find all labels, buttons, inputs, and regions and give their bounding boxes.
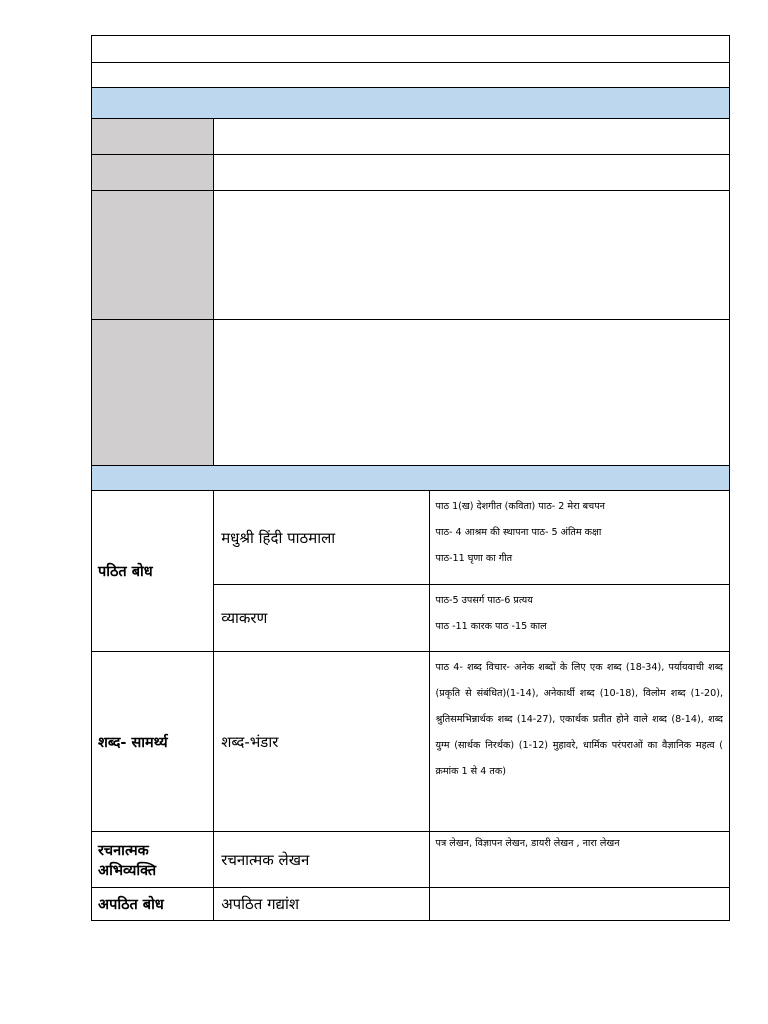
info-value-cell-2 bbox=[214, 155, 730, 191]
apathit-label: अपठित बोध bbox=[92, 888, 214, 921]
info-row-2 bbox=[92, 155, 730, 191]
grammar-lesson-line: पाठ-5 उपसर्ग पाठ-6 प्रत्यय bbox=[435, 595, 533, 606]
rachnatmak-label-line2: अभिव्यक्ति bbox=[98, 862, 157, 879]
info-row-3 bbox=[92, 191, 730, 320]
book-lessons bbox=[429, 491, 729, 585]
grammar-lessons bbox=[429, 585, 729, 652]
rachnatmak-detail bbox=[429, 832, 729, 888]
book-name: मधुश्री हिंदी पाठमाला bbox=[214, 491, 429, 585]
shabd-bhandar-text: पाठ 4- शब्द विचार- अनेक शब्दों के लिए एक शब्द (18-34), पर्यायवाची शब्द (प्रकृति से संबंधित)(1-14), अनेकार्थी शब्द (10-18), विलोम शब्द (1-20), श्रुतिसमभिन्नार्थक शब्द (14-27), एकार्थक प्रतीत होने वाले शब्द (8-14), शब्द युग्म (सार्थक निरर्थक) (1-12) मुहावरे, धार्मिक परंपराओं का वैज्ञानिक महत्व ( क्रमांक 1 से 4 तक) bbox=[435, 662, 723, 777]
rachnatmak-label-line1: रचनात्मक bbox=[98, 842, 149, 859]
book-lesson-line: पाठ- 4 आश्रम की स्थापना पाठ- 5 अंतिम कक्षा bbox=[435, 527, 602, 538]
shabd-bhandar-detail bbox=[429, 652, 729, 832]
pathit-bodh-book-row bbox=[92, 491, 730, 585]
shabd-bhandar-name: शब्द-भंडार bbox=[214, 652, 429, 832]
header-row-2 bbox=[92, 63, 730, 88]
info-label-cell-1 bbox=[92, 119, 214, 155]
section-bar-1 bbox=[92, 88, 730, 119]
pathit-bodh-label: पठित बोध bbox=[92, 491, 214, 652]
rachnatmak-lekhan-name: रचनात्मक लेखन bbox=[214, 832, 429, 888]
info-row-4 bbox=[92, 320, 730, 466]
book-lesson-line: पाठ-11 घृणा का गीत bbox=[435, 553, 513, 564]
apathit-detail bbox=[429, 888, 729, 921]
book-lesson-line: पाठ 1(ख) देशगीत (कविता) पाठ- 2 मेरा बचपन bbox=[435, 501, 605, 512]
apathit-row bbox=[92, 888, 730, 921]
section-bar-2 bbox=[92, 466, 730, 491]
rachnatmak-label bbox=[92, 832, 214, 888]
info-value-cell-3 bbox=[214, 191, 730, 320]
shabd-samarthya-row bbox=[92, 652, 730, 832]
info-label-cell-4 bbox=[92, 320, 214, 466]
info-row-1 bbox=[92, 119, 730, 155]
syllabus-page bbox=[91, 35, 730, 921]
header-cell-1 bbox=[92, 36, 730, 63]
syllabus-table bbox=[91, 35, 730, 921]
grammar-name: व्याकरण bbox=[214, 585, 429, 652]
header-cell-2 bbox=[92, 63, 730, 88]
info-label-cell-2 bbox=[92, 155, 214, 191]
rachnatmak-text: पत्र लेखन, विज्ञापन लेखन, डायरी लेखन , नारा लेखन bbox=[435, 838, 620, 849]
info-value-cell-4 bbox=[214, 320, 730, 466]
section-bar-cell-2 bbox=[92, 466, 730, 491]
info-value-cell-1 bbox=[214, 119, 730, 155]
grammar-lesson-line: पाठ -11 कारक पाठ -15 काल bbox=[435, 621, 547, 632]
header-row-1 bbox=[92, 36, 730, 63]
apathit-gadyansh-name: अपठित गद्यांश bbox=[214, 888, 429, 921]
shabd-samarthya-label: शब्द- सामर्थ्य bbox=[92, 652, 214, 832]
section-bar-cell-1 bbox=[92, 88, 730, 119]
info-label-cell-3 bbox=[92, 191, 214, 320]
rachnatmak-row bbox=[92, 832, 730, 888]
